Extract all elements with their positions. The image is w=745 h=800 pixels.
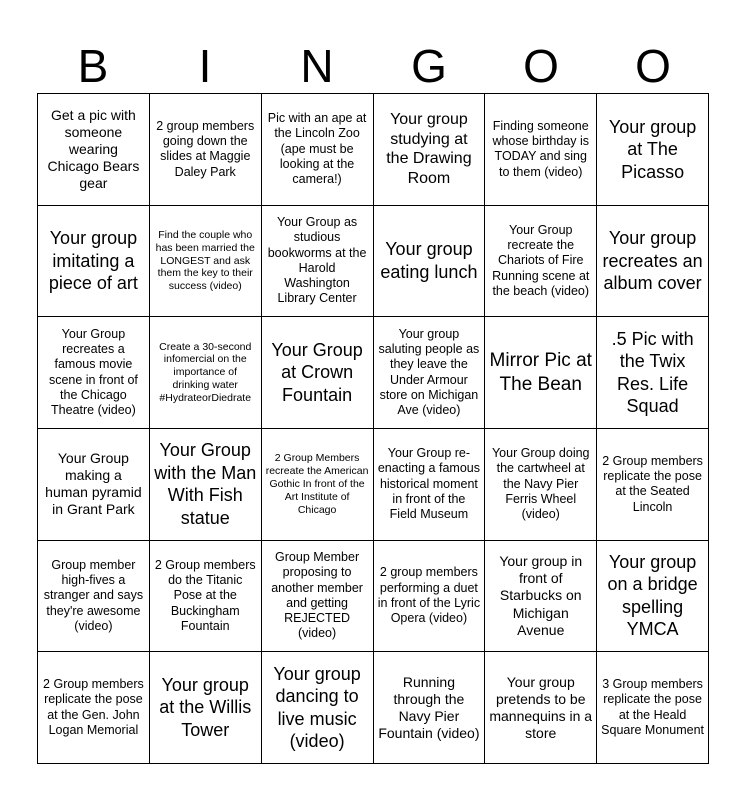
bingo-cell-r2c1[interactable] bbox=[38, 206, 150, 318]
cell-text: Your Group recreate the Chariots of Fire Running scene at the beach (video) bbox=[492, 222, 590, 298]
bingo-cell-r6c4[interactable] bbox=[374, 652, 486, 764]
cell-text: Your group at the Willis Tower bbox=[159, 674, 252, 740]
bingo-cell-r1c1[interactable] bbox=[38, 94, 150, 206]
bingo-board bbox=[37, 93, 709, 764]
cell-text: 2 Group Members recreate the American Gothic In front of the Art Institute of Chicago bbox=[265, 452, 369, 516]
cell-text: Group member high-fives a stranger and says they're awesome (video) bbox=[43, 557, 144, 633]
bingo-cell-r3c6[interactable] bbox=[597, 317, 709, 429]
bingo-cell-r2c3[interactable] bbox=[262, 206, 374, 318]
bingo-cell-r2c2[interactable] bbox=[150, 206, 262, 318]
cell-text: Your Group making a human pyramid in Grant Park bbox=[45, 450, 142, 518]
bingo-cell-r6c2[interactable] bbox=[150, 652, 262, 764]
bingo-cell-r6c1[interactable] bbox=[38, 652, 150, 764]
cell-text: Your group in front of Starbucks on Michigan Avenue bbox=[499, 553, 583, 638]
bingo-cell-r4c3[interactable] bbox=[262, 429, 374, 541]
bingo-cell-r1c3[interactable] bbox=[262, 94, 374, 206]
cell-text: .5 Pic with the Twix Res. Life Squad bbox=[611, 328, 694, 417]
bingo-cell-r3c1[interactable] bbox=[38, 317, 150, 429]
cell-text: Mirror Pic at The Bean bbox=[489, 349, 592, 395]
cell-text: Pic with an ape at the Lincoln Zoo (ape must be looking at the camera!) bbox=[267, 111, 367, 187]
bingo-cell-r3c5[interactable] bbox=[485, 317, 597, 429]
cell-text: Your group at The Picasso bbox=[608, 116, 697, 182]
bingo-cell-r1c2[interactable] bbox=[150, 94, 262, 206]
bingo-cell-r3c2[interactable] bbox=[150, 317, 262, 429]
bingo-cell-r3c4[interactable] bbox=[374, 317, 486, 429]
cell-text: Group Member proposing to another member and getting REJECTED (video) bbox=[271, 550, 363, 641]
bingo-cell-r5c3[interactable] bbox=[262, 541, 374, 653]
cell-text: Your group saluting people as they leave the Under Armour store on Michigan Ave (video) bbox=[378, 326, 480, 418]
cell-text: Finding someone whose birthday is TODAY and sing to them (video) bbox=[492, 118, 590, 179]
cell-text: Your group pretends to be mannequins in a store bbox=[489, 673, 593, 741]
bingo-cell-r5c4[interactable] bbox=[374, 541, 486, 653]
bingo-cell-r6c5[interactable] bbox=[485, 652, 597, 764]
bingo-cell-r5c2[interactable] bbox=[150, 541, 262, 653]
header-letter-i: I bbox=[198, 40, 212, 92]
cell-text: Your group studying at the Drawing Room bbox=[386, 111, 472, 187]
cell-text: Your Group with the Man With Fish statue bbox=[154, 440, 257, 528]
header-letter-o-2: O bbox=[635, 40, 671, 92]
cell-text: Your group imitating a piece of art bbox=[48, 228, 138, 294]
bingo-cell-r6c6[interactable] bbox=[597, 652, 709, 764]
bingo-cell-r4c5[interactable] bbox=[485, 429, 597, 541]
header-letter-b: B bbox=[77, 40, 109, 92]
bingo-cell-r6c3[interactable] bbox=[262, 652, 374, 764]
bingo-cell-r5c6[interactable] bbox=[597, 541, 709, 653]
bingo-cell-r1c5[interactable] bbox=[485, 94, 597, 206]
bingo-cell-r1c6[interactable] bbox=[597, 94, 709, 206]
bingo-cell-r4c4[interactable] bbox=[374, 429, 486, 541]
cell-text: Your Group recreates a famous movie scene in front of the Chicago Theatre (video) bbox=[48, 326, 138, 418]
cell-text: Your Group as studious bookworms at the Harold Washington Library Center bbox=[267, 215, 367, 306]
header-letter-n: N bbox=[300, 40, 334, 92]
bingo-cell-r4c2[interactable] bbox=[150, 429, 262, 541]
bingo-cell-r4c6[interactable] bbox=[597, 429, 709, 541]
bingo-cell-r4c1[interactable] bbox=[38, 429, 150, 541]
cell-text: Create a 30-second infomercial on the importance of drinking water #HydrateorDiedrate bbox=[159, 340, 252, 404]
bingo-cell-r5c5[interactable] bbox=[485, 541, 597, 653]
cell-text: 3 Group members replicate the pose at the Heald Square Monument bbox=[601, 677, 704, 737]
bingo-cell-r2c4[interactable] bbox=[374, 206, 486, 318]
bingo-cell-r1c4[interactable] bbox=[374, 94, 486, 206]
cell-text: 2 Group members do the Titanic Pose at the Buckingham Fountain bbox=[154, 557, 256, 633]
cell-text: Your group eating lunch bbox=[380, 239, 478, 282]
cell-text: Your Group at Crown Fountain bbox=[271, 339, 363, 405]
header-letter-g: G bbox=[411, 40, 447, 92]
cell-text: Your group recreates an album cover bbox=[602, 228, 703, 294]
cell-text: Your group on a bridge spelling YMCA bbox=[607, 551, 698, 640]
cell-text: Your Group re-enacting a famous historical moment in front of the Field Museum bbox=[377, 446, 480, 522]
bingo-header bbox=[37, 38, 709, 94]
cell-text: Running through the Navy Pier Fountain (video) bbox=[378, 673, 480, 741]
cell-text: Your Group doing the cartwheel at the Navy Pier Ferris Wheel (video) bbox=[491, 446, 590, 522]
cell-text: Your group dancing to live music (video) bbox=[273, 663, 361, 752]
bingo-cell-r2c6[interactable] bbox=[597, 206, 709, 318]
cell-text: 2 Group members replicate the pose at the Seated Lincoln bbox=[602, 453, 703, 514]
cell-text: Get a pic with someone wearing Chicago Bears gear bbox=[47, 106, 140, 191]
bingo-cell-r3c3[interactable] bbox=[262, 317, 374, 429]
cell-text: 2 group members going down the slides at Maggie Daley Park bbox=[156, 118, 255, 179]
cell-text: Find the couple who has been married the LONGEST and ask them the key to their success (video) bbox=[155, 229, 255, 293]
cell-text: 2 group members performing a duet in front of the Lyric Opera (video) bbox=[377, 565, 481, 626]
cell-text: 2 Group members replicate the pose at the Gen. John Logan Memorial bbox=[43, 677, 144, 737]
bingo-cell-r5c1[interactable] bbox=[38, 541, 150, 653]
header-letter-o: O bbox=[523, 40, 559, 92]
bingo-cell-r2c5[interactable] bbox=[485, 206, 597, 318]
